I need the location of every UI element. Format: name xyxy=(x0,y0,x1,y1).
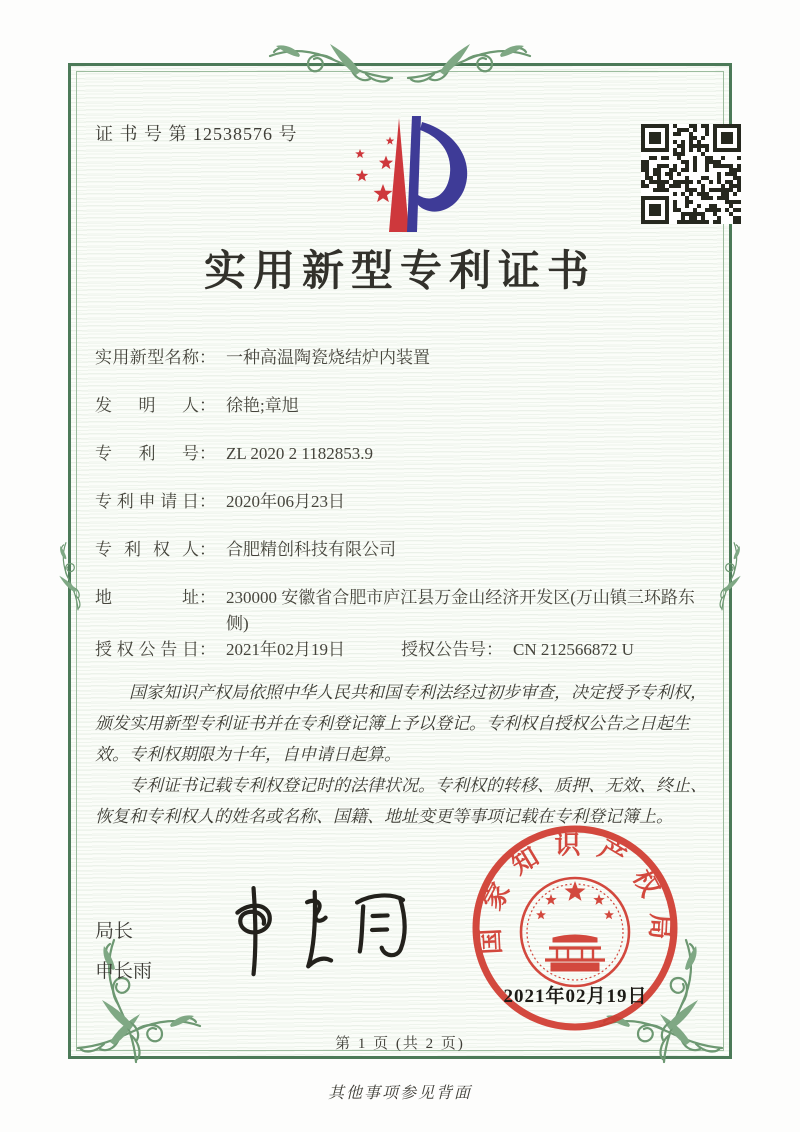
field-row-grant xyxy=(95,637,707,663)
commissioner-signature xyxy=(210,872,420,987)
ornament-right-middle xyxy=(720,543,741,610)
field-colon: ： xyxy=(199,640,216,659)
field-row-patent-number xyxy=(95,441,707,467)
legal-paragraphs xyxy=(95,677,707,832)
field-colon: ： xyxy=(199,540,216,559)
ornament-left-middle xyxy=(59,543,80,610)
certificate-body xyxy=(95,345,707,832)
field-value: 合肥精创科技有限公司 xyxy=(226,540,396,559)
legal-paragraph-2: 专利证书记载专利权登记时的法律状况。专利权的转移、质押、无效、终止、恢复和专利权人的姓名或名称、国籍、地址变更等事项记载在专利登记簿上。 xyxy=(95,776,707,826)
field-label: 授权公告日 xyxy=(95,640,199,659)
field-row-name xyxy=(95,345,707,371)
field-row-filing-date xyxy=(95,489,707,515)
field-label: 地址 xyxy=(95,588,199,607)
field-label: 授权公告号 xyxy=(401,640,486,659)
field-colon: ： xyxy=(199,396,216,415)
field-colon: ： xyxy=(199,444,216,463)
certificate-number: 证 书 号 第 12538576 号 xyxy=(95,124,298,144)
field-value: ZL 2020 2 1182853.9 xyxy=(226,444,374,463)
cnipa-logo-icon xyxy=(333,110,483,238)
field-label: 实用新型名称 xyxy=(95,348,199,367)
qr-code xyxy=(641,124,741,224)
field-value: 一种高温陶瓷烧结炉内装置 xyxy=(226,348,430,367)
field-label: 发明人 xyxy=(95,396,199,415)
certificate-title: 实用新型专利证书 xyxy=(203,249,596,295)
field-row-inventor xyxy=(95,393,707,419)
back-side-note: 其他事项参见背面 xyxy=(327,1085,472,1102)
field-label: 专利权人 xyxy=(95,540,199,559)
national-emblem-icon xyxy=(521,878,629,986)
field-row-patentee xyxy=(95,537,707,563)
seal-date: 2021年02月19日 xyxy=(503,986,648,1007)
signer-name: 申长雨 xyxy=(95,961,153,982)
field-value: CN 212566872 U xyxy=(513,640,634,659)
ornament-top-right-half xyxy=(408,44,530,81)
field-row-address xyxy=(95,585,707,637)
field-colon: ： xyxy=(199,492,216,511)
field-colon: ： xyxy=(199,588,216,607)
field-label: 专利号 xyxy=(95,444,199,463)
grant-date-group xyxy=(95,637,401,663)
field-value: 2020年06月23日 xyxy=(226,492,345,511)
field-label: 专利申请日 xyxy=(95,492,199,511)
field-colon: ： xyxy=(199,348,216,367)
signer-block xyxy=(95,912,152,992)
seal-agency-text: 国家知识产权局 xyxy=(475,830,675,956)
page-number: 第 1 页 (共 2 页) xyxy=(335,1036,465,1052)
legal-paragraph-1: 国家知识产权局依照中华人民共和国专利法经过初步审查，决定授予专利权，颁发实用新型专利证书并在专利登记簿上予以登记。专利权自授权公告之日起生效。专利权期限为十年，自申请日起算。 xyxy=(95,683,707,764)
grant-number-group xyxy=(401,637,634,663)
field-value: 徐艳;章旭 xyxy=(226,396,299,415)
signer-title: 局长 xyxy=(95,921,134,942)
field-value: 2021年02月19日 xyxy=(226,640,345,659)
ornament-top-left-half xyxy=(270,44,392,81)
field-value: 230000 安徽省合肥市庐江县万金山经济开发区(万山镇三环路东侧) xyxy=(226,588,695,633)
field-colon: ： xyxy=(486,640,503,659)
